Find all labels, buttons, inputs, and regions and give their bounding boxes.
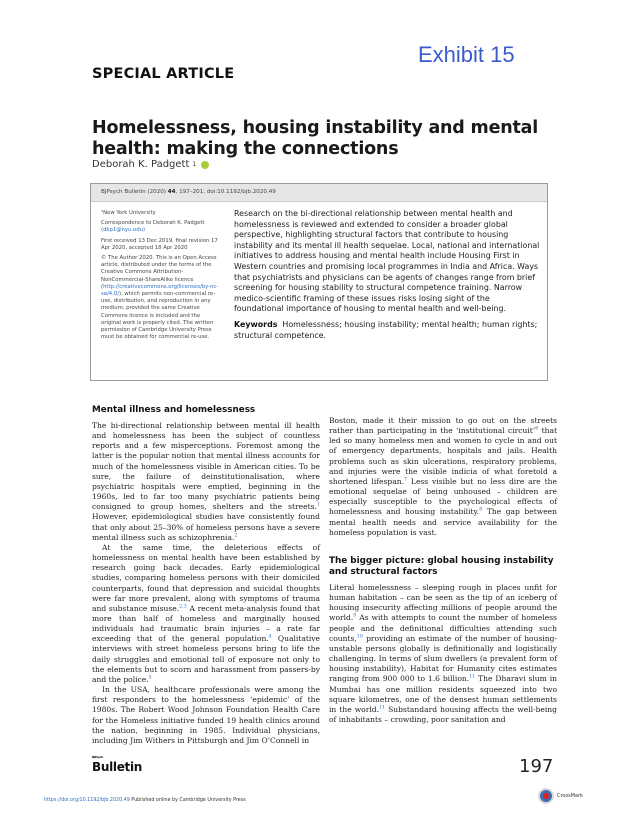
abstract-text: Research on the bi-directional relationship between mental health and homelessness is reviewed and extended to consider a broader global perspective, highlighting structural factors that contribute to housing instability and its mental ill health sequelae. Local, national and international initiatives to address housing and mental health include Housing First in Western countries and promising local programmes in India and Africa. Ways that psychiatrists and physicians can be agents of changes range from brief screening for housing stability to structural competence training. Narrow medico-scientific framing of these issues risks losing sight of the foundational importance of housing to mental health and well-being. — [234, 209, 540, 314]
text: The gap between mental health needs and service availability for the homeless population is vast. — [329, 507, 557, 537]
body-column-left — [92, 421, 320, 746]
paragraph — [329, 583, 557, 725]
crossmark-button[interactable] — [538, 788, 583, 804]
journal-logo-text: Bulletin — [92, 760, 143, 774]
article-metadata — [101, 210, 219, 344]
correspondence — [101, 220, 219, 234]
citation-ref-link[interactable]: 9 — [353, 613, 357, 619]
citation-ref-link[interactable]: 1 — [316, 502, 320, 508]
text: In the USA, healthcare professionals were among the first responders to the homelessness ‘epidemic’ of the 1980s. The Robert Wood Johnson Foundation Health Care for the Homeless initiative funded 19 health clinics around the nation, beginning in 1985. Individual physicians, including Jim Withers in Pittsburgh and Jim O’Connell in — [92, 685, 320, 745]
text: The bi-directional relationship between mental ill health and homelessness has been the subject of countless reports and a few misperceptions. Foremost among the latter is the popular notion that mental illness accounts for much of the homelessness visible in American cities. To be sure, the failure of deinstitutionalisation, where psychiatric hospitals were emptied, beginning in the 1960s, led to far too many psychiatric patients being consigned to group homes, shelters and the streets. — [92, 421, 320, 512]
citation-ref-link[interactable]: 7 — [403, 477, 408, 483]
paragraph-continued — [329, 416, 557, 538]
article-type: SPECIAL ARTICLE — [92, 66, 235, 82]
text: Literal homelessness – sleeping rough in places unfit for human habitation – can be seen as the tip of an iceberg of housing insecurity affecting millions of people around the world. — [329, 583, 557, 623]
abstract — [234, 209, 540, 346]
paragraph — [92, 421, 320, 543]
citation-ref-link[interactable]: 8 — [479, 507, 483, 513]
correspondence-email-link[interactable]: (dkp1@nyu.edu) — [101, 227, 146, 234]
text: A recent meta-analysis found that more than half of homeless and marginally housed individuals had traumatic brain injuries – a rate far exceeding that of the general population. — [92, 603, 320, 644]
text: Qualitative interviews with street homeless persons bring to life the daily struggles and emotional toll of exposure not only to the elements but to scorn and harassment from passers-by and the police. — [92, 634, 320, 684]
article-info-box — [90, 183, 548, 381]
citation-ref-link[interactable]: 6 — [535, 426, 539, 432]
citation-bar — [91, 184, 547, 202]
page-number: 197 — [519, 756, 554, 777]
footer-doi — [44, 798, 246, 803]
citation-ref-link[interactable]: 10 — [356, 634, 363, 640]
text: Boston, made it their mission to go out on the streets rather than participating in the ‘institutional circuit’ — [329, 416, 557, 436]
paragraph — [92, 685, 320, 746]
citation-ref-link[interactable]: 5 — [148, 675, 152, 681]
body-column-right — [329, 416, 557, 538]
journal-logo — [92, 755, 143, 774]
license-prefix: © The Author 2020. This is an Open Access article, distributed under the terms of the Creative Commons Attribution-NonCommercial-ShareAlike licence ( — [101, 255, 217, 290]
citation-ref-link[interactable]: 2 — [234, 533, 238, 539]
text: At the same time, the deleterious effects of homelessness on mental health have been established by research going back decades. Early epidemiological studies, comparing homeless persons with their domiciled counterparts, found that depression and suicidal thoughts were far more prevalent, along with symptoms of trauma and substance misuse. — [92, 542, 320, 613]
text: providing an estimate of the number of housing-unstable persons globally is definitionally and logistically challenging. In terms of slum dwellers (a prevalent form of housing instability), Habitat for Humanity cites estimates ranging from 900 000 to 1.6 billion. — [329, 633, 557, 684]
keywords-list: Homelessness; housing instability; mental health; human rights; structural competence. — [234, 319, 538, 340]
citation-prefix: BJPsych Bulletin (2020) — [101, 189, 168, 195]
correspondence-label: Correspondence to Deborah K. Padgett — [101, 220, 205, 227]
keywords-label: Keywords — [234, 319, 278, 329]
section-heading-mental-illness: Mental illness and homelessness — [92, 405, 256, 415]
text: Substandard housing affects the well-being of inhabitants – crowding, poor sanitation and — [329, 704, 557, 725]
text: Less visible but no less dire are the emotional sequelae of being unhoused – children are especially susceptible to the psychological effects of homelessness and housing instability. — [329, 476, 557, 517]
received-dates: First received 13 Dec 2019, final revision 17 Apr 2020, accepted 18 Apr 2020 — [101, 237, 218, 251]
text: that led so many homeless men and women to cycle in and out of emergency departments, hospitals and jails. Health problems such as skin ulcerations, respiratory problems, and injuries were the visible indicia of what foretold a shortened lifespan. — [329, 426, 557, 486]
orcid-icon[interactable] — [201, 161, 209, 169]
exhibit-label: Exhibit 15 — [418, 42, 515, 67]
body-column-right-section2 — [329, 583, 557, 725]
article-title: Homelessness, housing instability and mental health: making the connections — [92, 118, 539, 159]
author-line — [92, 159, 209, 170]
section-heading-bigger-picture: The bigger picture: global housing instability and structural factors — [329, 556, 554, 577]
citation-ref-link[interactable]: 11 — [469, 674, 476, 680]
author-name: Deborah K. Padgett — [92, 159, 190, 170]
text: The Dharavi slum in Mumbai has one million residents squeezed into two square kilometres, one of the densest human settlements in the world. — [329, 674, 557, 714]
affiliation-mark: 1 — [192, 161, 197, 168]
published-text: Published online by Cambridge University Press — [129, 798, 246, 803]
doi-link[interactable]: https://doi.org/10.1192/bjb.2020.49 — [44, 798, 130, 803]
paragraph — [92, 543, 320, 685]
citation-ref-link[interactable]: 2,3 — [179, 604, 187, 610]
citation-ref-link[interactable]: 4 — [268, 634, 272, 640]
citation-volume: 44 — [167, 189, 176, 195]
keywords — [234, 320, 540, 341]
citation-suffix: , 197–201, doi:10.1192/bjb.2020.49 — [175, 189, 276, 195]
license-suffix: ), which permits non-commercial re-use, distribution, and reproduction in any medium, provided the same Creative Commons licence is included and the original work is properly cited. The written permission of Cambridge University Press must be obtained for commercial re-use. — [101, 291, 216, 341]
crossmark-label: CrossMark — [557, 793, 584, 799]
license-link[interactable]: http://creativecommons.org/licenses/by-nc-sa/4.0/ — [101, 283, 219, 298]
crossmark-icon — [538, 788, 554, 804]
text: As with attempts to count the number of homeless people and the definitional difficulties attending such counts, — [329, 613, 557, 643]
text: However, epidemiological studies have consistently found that only about 25–30% of homeless persons have a severe mental illness such as schizophrenia. — [92, 512, 320, 542]
journal-logo-small: BJPsych — [92, 755, 104, 759]
license-text — [101, 255, 219, 341]
citation-ref-link[interactable]: 11 — [378, 705, 386, 711]
affiliation: ¹New York University — [101, 210, 156, 216]
